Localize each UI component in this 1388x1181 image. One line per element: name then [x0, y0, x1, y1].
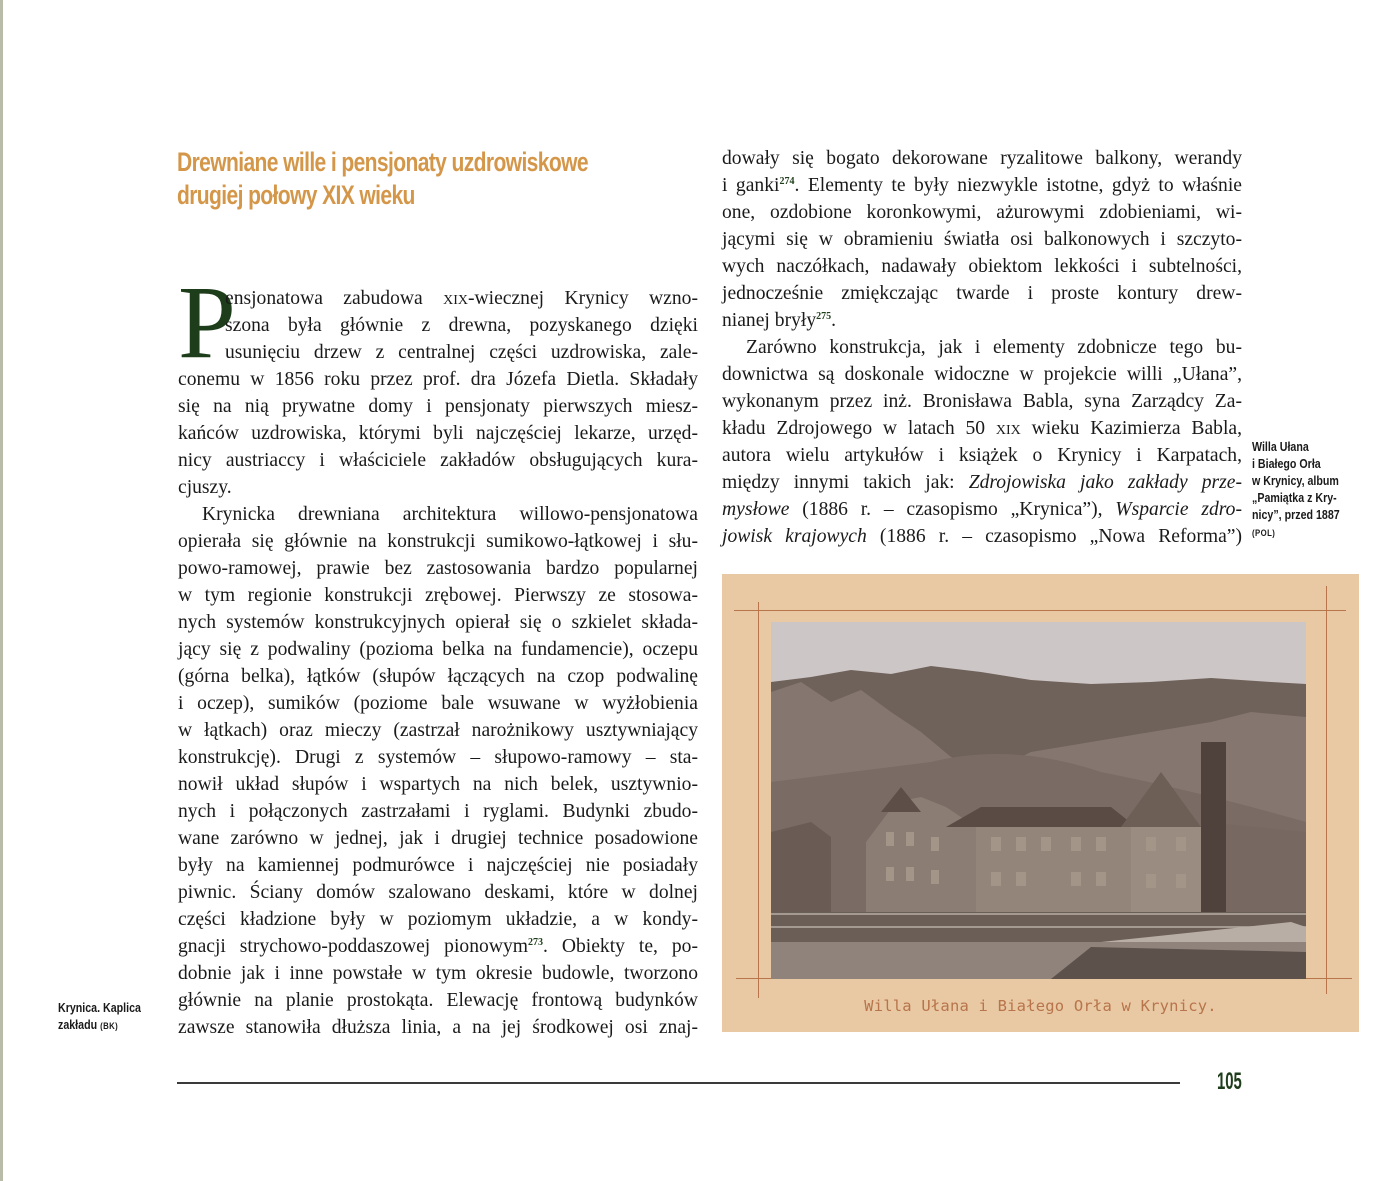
text-line: powo-ramowej, prawie bez zastosowania bardzo popularnej: [178, 558, 698, 579]
text-line: usunięciu drzew z centralnej części uzdrowiska, zale-: [225, 342, 698, 363]
text-line: się na nią prywatne domy i pensjonaty pierwszych miesz-: [178, 396, 698, 417]
text-line: [722, 469, 1242, 496]
book-title: Wsparcie zdro-: [1115, 499, 1242, 520]
footnote-ref-275[interactable]: 275: [816, 311, 832, 322]
printed-photo-caption: Willa Ułana i Białego Orła w Krynicy.: [864, 997, 1217, 1015]
text-line: były na kamiennej podmurówce i najczęściej nie posiadały: [178, 855, 698, 876]
caption-line: „Pamiątka z Kry-: [1252, 490, 1337, 505]
caption-line: [58, 1016, 141, 1035]
photo-side-caption: [1252, 438, 1340, 542]
caption-line: Willa Ułana: [1252, 439, 1309, 454]
text-fragment: (1886 r. – czasopismo „Nowa Reforma”): [866, 526, 1243, 547]
text-line: w łątkach) oraz mieczy (zastrzał narożnikowy usztywniający: [178, 720, 698, 741]
text-line: nowił układ słupów i wspartych na nich belek, usztywnio-: [178, 774, 698, 795]
section-title: [177, 146, 588, 212]
text-line: kładu Zdrojowego w latach 50 xix wieku Kazimierza Babla,: [722, 418, 1242, 439]
text-line: nicy austriaccy i właściciele zakładów obsługujących kura-: [178, 450, 698, 471]
text-line: autora wielu artykułów i książek o Krynicy i Karpatach,: [722, 445, 1242, 466]
text-fragment: .: [831, 310, 837, 331]
text-fragment: między innymi takich jak:: [722, 472, 969, 493]
footnote-ref-274[interactable]: 274: [779, 176, 795, 187]
book-title: jowisk krajowych: [722, 526, 867, 547]
text-line: [722, 307, 1242, 334]
caption-line: Krynica. Kaplica: [58, 1000, 141, 1015]
guide-line: [758, 602, 759, 998]
caption-source: (BK): [100, 1021, 119, 1032]
section-title-line: drugiej połowy XIX wieku: [177, 180, 415, 210]
left-column: [178, 285, 698, 1041]
paragraph: [722, 334, 1242, 550]
text-line: dowały się bogato dekorowane ryzalitowe balkony, werandy: [722, 148, 1242, 169]
text-line: (górna belka), łątków (słupów łączących na czop podwalinę: [178, 666, 698, 687]
paragraph: [722, 145, 1242, 334]
guide-line: [734, 610, 1346, 611]
historic-photo-card: [722, 574, 1359, 1032]
text-line: wych naczółkach, nadawały obiektom lekkości i subtelności,: [722, 256, 1242, 277]
text-fragment: . Elementy te były niezwykle istotne, gdyż to właśnie: [794, 175, 1242, 196]
text-line: [178, 933, 698, 960]
text-line: jednocześnie zmiękczając twarde i proste kontury drew-: [722, 283, 1242, 304]
book-title: mysłowe: [722, 499, 790, 520]
section-title-line: Drewniane wille i pensjonaty uzdrowiskowe: [177, 147, 588, 177]
right-column: [722, 145, 1242, 550]
text-line: opierała się głównie na konstrukcji sumikowo-łątkowej i słu-: [178, 531, 698, 552]
text-line: jący się z podwaliny (pozioma belka na fundamencie), oczepu: [178, 639, 698, 660]
caption-line: w Krynicy, album: [1252, 473, 1339, 488]
text-line: części kładzione były w poziomym układzie, a w kondy-: [178, 909, 698, 930]
text-fragment: i ganki: [722, 175, 780, 196]
caption-line: [1252, 523, 1340, 542]
text-line: konstrukcję). Drugi z systemów – słupowo-ramowy – sta-: [178, 747, 698, 768]
margin-caption: [58, 999, 141, 1035]
text-line: nych i połączonych zastrzałami i ryglami. Budynki zbudo-: [178, 801, 698, 822]
footer-rule: [177, 1082, 1180, 1084]
text-line: zawsze stanowiła dłuższa linia, a na jej środkowej osi znaj-: [178, 1017, 698, 1038]
page-edge: [0, 0, 3, 1181]
guide-line: [1326, 586, 1327, 994]
text-line: dobnie jak i inne powstałe w tym okresie budowle, tworzono: [178, 963, 698, 984]
text-line: Zarówno konstrukcja, jak i elementy zdobnicze tego bu-: [746, 337, 1242, 358]
text-line: [722, 523, 1242, 550]
paragraph: [178, 285, 698, 501]
text-line: nych systemów konstrukcyjnych opierał się o szkielet składa-: [178, 612, 698, 633]
text-line: one, ozdobione koronkowymi, ażurowymi zdobieniami, wi-: [722, 202, 1242, 223]
villa-photograph: [771, 622, 1306, 979]
villa-photo-illustration: [771, 622, 1306, 979]
text-line: [722, 172, 1242, 199]
text-fragment: (1886 r. – czasopismo „Krynica”),: [789, 499, 1116, 520]
text-fragment: . Obiekty te, po-: [543, 936, 698, 957]
text-line: szona była głównie z drewna, pozyskanego dzięki: [225, 315, 698, 336]
text-line: piwnic. Ściany domów szalowano deskami, które w dolnej: [178, 882, 698, 903]
text-line: cjuszy.: [178, 477, 232, 498]
caption-line: nicy”, przed 1887: [1252, 507, 1340, 522]
text-line: conemu w 1856 roku przez prof. dra Józefa Dietla. Składały: [178, 369, 698, 390]
text-line: [722, 496, 1242, 523]
drop-cap: P: [178, 265, 236, 380]
paragraph: [178, 501, 698, 1041]
footnote-ref-273[interactable]: 273: [528, 937, 544, 948]
caption-source: (POL): [1252, 528, 1276, 539]
book-title: Zdrojowiska jako zakłady prze-: [968, 472, 1243, 493]
text-line: w tym regionie konstrukcji zrębowej. Pierwszy ze stosowa-: [178, 585, 698, 606]
text-fragment: nianej bryły: [722, 310, 817, 331]
caption-line: i Białego Orła: [1252, 456, 1321, 471]
text-line: i oczep), sumików (poziome bale wsuwane w wyżłobienia: [178, 693, 698, 714]
text-line: wykonanym przez inż. Bronisława Babla, syna Zarządcy Za-: [722, 391, 1242, 412]
text-line: głównie na planie prostokąta. Elewację frontową budynków: [178, 990, 698, 1011]
page-number: 105: [1217, 1068, 1242, 1095]
text-line: Krynicka drewniana architektura willowo-pensjonatowa: [202, 504, 698, 525]
text-line: jącymi się w obramieniu światła osi balkonowych i szczyto-: [722, 229, 1242, 250]
caption-text: zakładu: [58, 1017, 101, 1032]
text-line: ensjonatowa zabudowa xix-wiecznej Krynicy wzno-: [225, 288, 698, 309]
text-line: kańców uzdrowiska, którymi byli najczęściej lekarze, urzęd-: [178, 423, 698, 444]
text-line: downictwa są doskonale widoczne w projekcie willi „Ułana”,: [722, 364, 1242, 385]
text-line: wane zarówno w jednej, jak i drugiej technice posadowione: [178, 828, 698, 849]
text-fragment: gnacji strychowo-poddaszowej pionowym: [178, 936, 529, 957]
